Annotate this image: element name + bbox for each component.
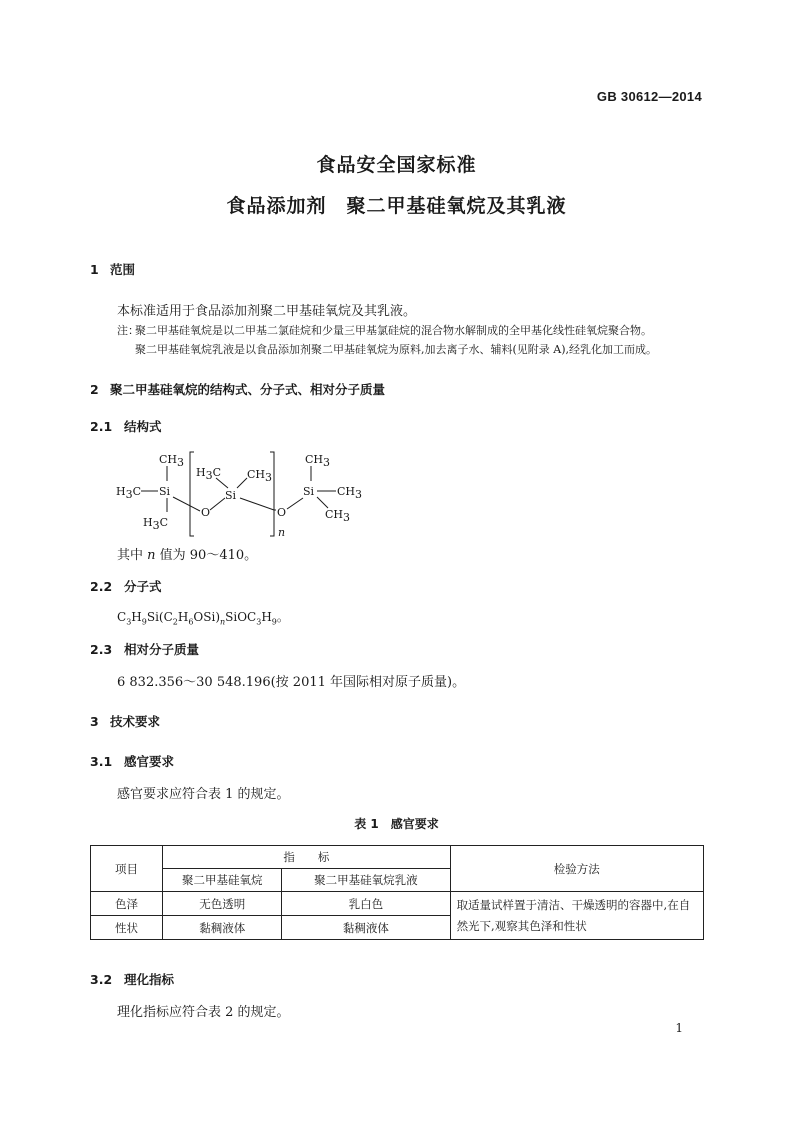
cell-pdms: 黏稠液体 [163, 916, 282, 940]
bond [240, 498, 274, 510]
table-row [91, 892, 704, 916]
section-3-1-heading [90, 752, 174, 770]
cell-pdms: 无色透明 [163, 892, 282, 916]
structure-note-var: n [147, 548, 156, 563]
section-title: 聚二甲基硅氧烷的结构式、分子式、相对分子质量 [110, 382, 386, 397]
document-title-line1: 食品安全国家标准 [316, 154, 477, 176]
section-number: 3 [90, 714, 99, 729]
subheader-pdms-emulsion: 聚二甲基硅氧烷乳液 [282, 869, 450, 892]
ch3-top-right: CH3 [305, 453, 331, 469]
header-index: 指 标 [163, 846, 450, 869]
header-method: 检验方法 [450, 846, 703, 892]
oxygen-right: O [277, 506, 287, 519]
document-title-line2: 食品添加剂 聚二甲基硅氧烷及其乳液 [226, 195, 567, 217]
section-2-3-heading [90, 640, 199, 658]
section-number: 2.2 [90, 579, 113, 594]
si-left: Si [159, 485, 171, 498]
cell-item: 性状 [91, 916, 163, 940]
h3c-mid: H3C [196, 466, 222, 482]
section-3-heading [90, 712, 160, 730]
bond [216, 478, 228, 488]
si-right: Si [303, 485, 315, 498]
ch3-bottom-right: CH3 [325, 508, 351, 524]
section-3-2-heading [90, 970, 174, 988]
molecular-formula: $C_3H_9Si(C_2H_6OSi)_nSiOC_3H_9$。 [117, 610, 289, 627]
standard-code: GB 30612—2014 [596, 89, 702, 104]
molecular-mass-text: 6 832.356～30 548.196(按 2011 年国际相对原子质量)。 [117, 675, 466, 690]
bond [287, 498, 303, 509]
sensory-requirements-table [90, 845, 704, 940]
note-text-2: 聚二甲基硅氧烷乳液是以食品添加剂聚二甲基硅氧烷为原料,加去离子水、辅料(见附录 A),经乳化加工而成。 [135, 343, 658, 356]
section-number: 2.1 [90, 419, 113, 434]
section-title: 结构式 [124, 419, 162, 434]
bond [210, 498, 225, 510]
ch3-right: CH3 [337, 485, 363, 501]
oxygen-left: O [201, 506, 211, 519]
section-title: 理化指标 [124, 972, 175, 987]
section-number: 3.1 [90, 754, 113, 769]
structure-note [117, 544, 257, 563]
cell-method: 取适量试样置于清洁、干燥透明的容器中,在自然光下,观察其色泽和性状 [450, 892, 703, 940]
structural-formula [110, 448, 370, 540]
si-mid: Si [225, 489, 237, 502]
bracket-left [190, 452, 194, 536]
bond [237, 478, 247, 488]
section-1-text: 本标准适用于食品添加剂聚二甲基硅氧烷及其乳液。 [117, 304, 417, 319]
cell-emulsion: 黏稠液体 [282, 916, 450, 940]
section-2-1-heading [90, 417, 162, 435]
structure-note-prefix: 其中 [117, 548, 148, 563]
ch3-mid: CH3 [247, 468, 273, 484]
header-item: 项目 [91, 846, 163, 892]
bond [173, 497, 200, 511]
section-number: 2.3 [90, 642, 113, 657]
section-number: 1 [90, 262, 99, 277]
h3c-left: H3C [116, 485, 142, 501]
note-label: 注： [117, 324, 139, 337]
section-number: 2 [90, 382, 99, 397]
section-title: 分子式 [124, 579, 162, 594]
section-title: 范围 [110, 262, 136, 277]
section-number: 3.2 [90, 972, 113, 987]
section-2-2-heading [90, 577, 162, 595]
section-title: 相对分子质量 [124, 642, 200, 657]
subheader-pdms: 聚二甲基硅氧烷 [163, 869, 282, 892]
ch3-top-left: CH3 [159, 453, 185, 469]
cell-item: 色泽 [91, 892, 163, 916]
section-3-1-text: 感官要求应符合表 1 的规定。 [117, 787, 290, 802]
page-number: 1 [675, 1021, 683, 1035]
cell-emulsion: 乳白色 [282, 892, 450, 916]
section-1-heading [90, 260, 135, 278]
bond [317, 497, 328, 508]
section-3-2-text: 理化指标应符合表 2 的规定。 [117, 1005, 290, 1020]
table-1-title: 表 1 感官要求 [354, 817, 439, 831]
table-header-row [91, 846, 704, 869]
bracket-right [270, 452, 274, 536]
section-title: 感官要求 [124, 754, 175, 769]
repeat-n: n [278, 526, 286, 539]
structure-note-suffix: 值为 90～410。 [155, 548, 258, 563]
note-text-1: 聚二甲基硅氧烷是以二甲基二氯硅烷和少量三甲基氯硅烷的混合物水解制成的全甲基化线性硅氧烷聚合物。 [135, 324, 652, 337]
section-title: 技术要求 [110, 714, 161, 729]
h3c-bottom-left: H3C [143, 516, 169, 532]
section-2-heading [90, 380, 385, 398]
